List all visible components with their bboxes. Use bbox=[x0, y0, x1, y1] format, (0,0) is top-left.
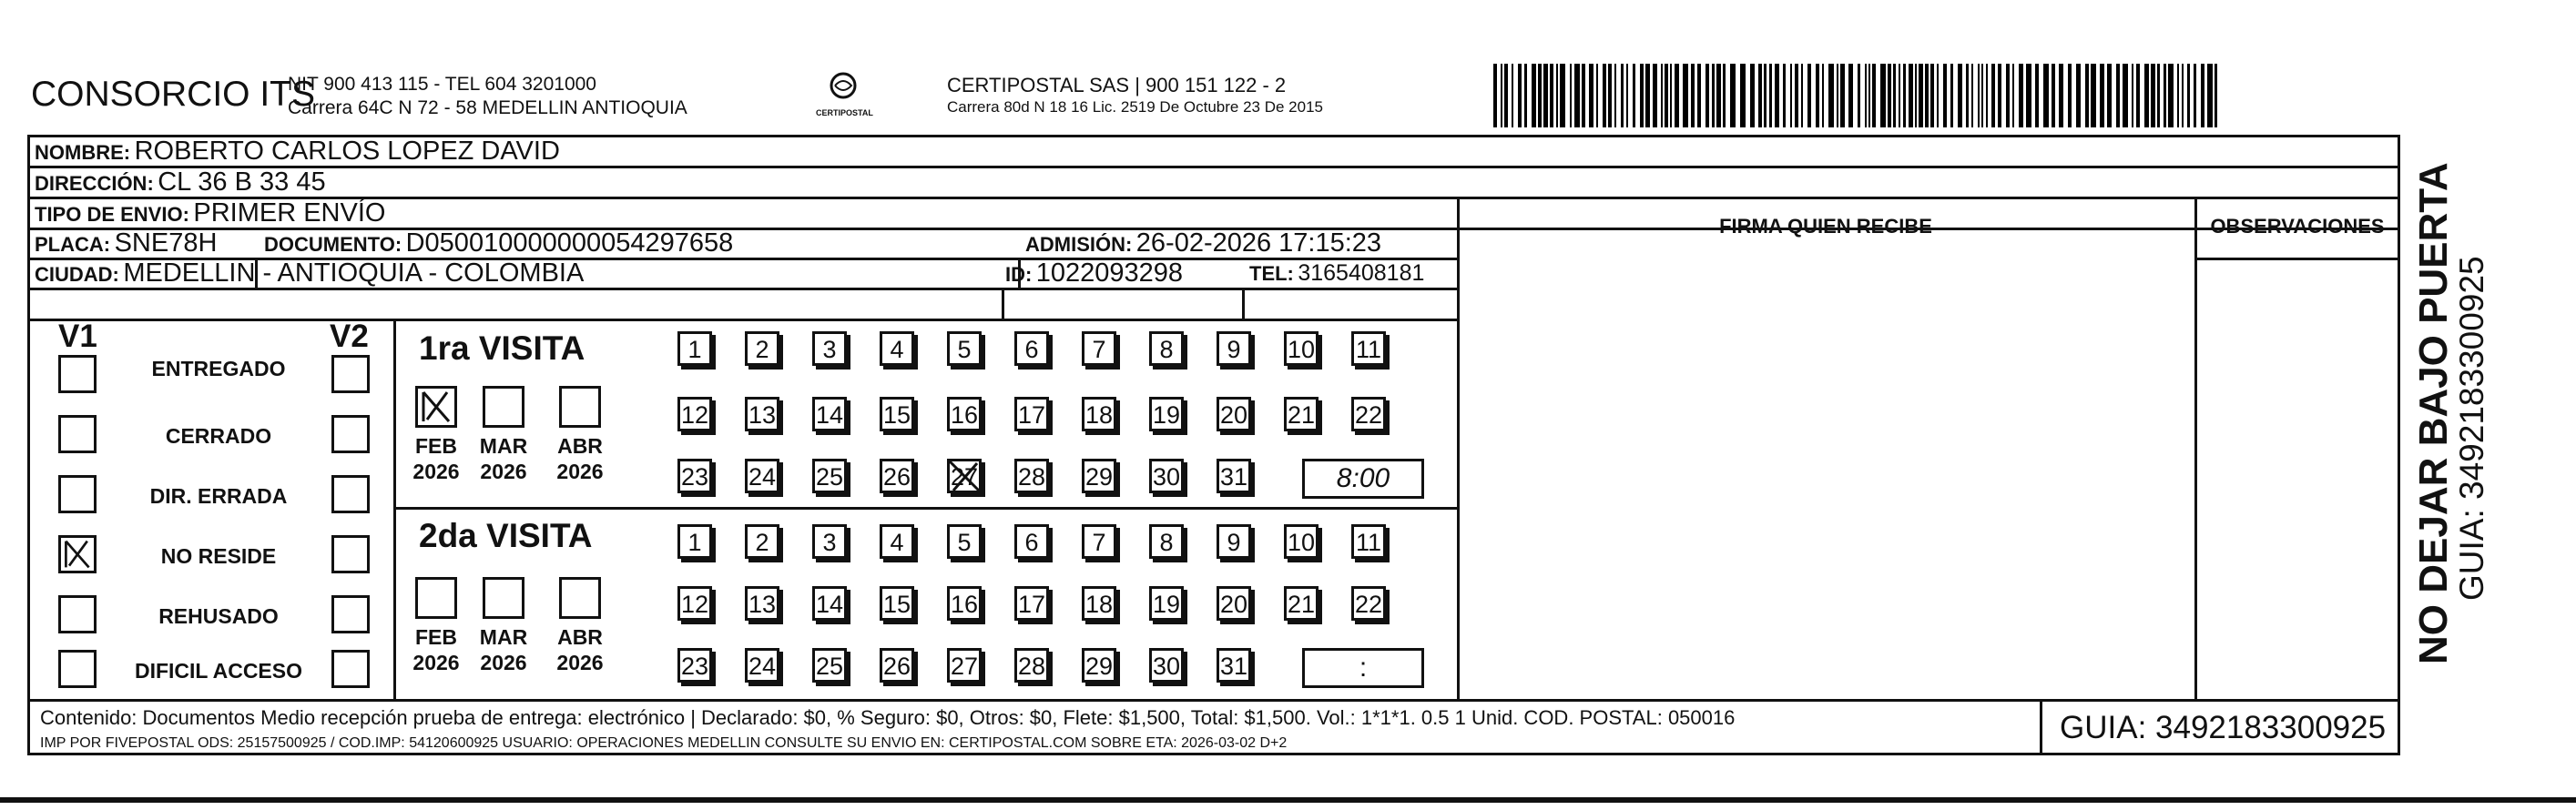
second-visit-month-abr bbox=[554, 624, 606, 675]
first-visit-month-checkbox-abr[interactable] bbox=[559, 386, 601, 428]
first-visit-time-box[interactable]: 8:00 bbox=[1302, 459, 1424, 499]
status-label-cerrado: CERRADO bbox=[165, 424, 272, 448]
second-visit-month-checkbox-abr[interactable] bbox=[559, 577, 601, 619]
first-visit-day-14[interactable]: 14 bbox=[812, 397, 847, 431]
barcode-bar bbox=[2151, 64, 2155, 127]
barcode-bar bbox=[1683, 64, 1688, 127]
footer-print-info: IMP POR FIVEPOSTAL ODS: 25157500925 / COD.IMP: 54120600925 USUARIO: OPERACIONES MEDELLIN CONSULTE SU ENVIO EN: CERTIPOSTAL.COM SOBRE ETA: 2026-03-02 D+2 bbox=[40, 735, 1288, 751]
v1-checkbox-rehusado[interactable] bbox=[58, 595, 97, 633]
second-visit-day-23[interactable]: 23 bbox=[677, 648, 712, 683]
v2-checkbox-no-reside[interactable] bbox=[331, 535, 370, 573]
second-visit-day-11[interactable]: 11 bbox=[1351, 524, 1386, 559]
barcode-bar bbox=[1582, 64, 1585, 127]
second-visit-day-31[interactable]: 31 bbox=[1217, 648, 1251, 683]
barcode-bar bbox=[1937, 64, 1939, 127]
second-visit-day-2[interactable]: 2 bbox=[745, 524, 779, 559]
barcode-bar bbox=[2091, 64, 2096, 127]
v2-checkbox-dir-errada[interactable] bbox=[331, 475, 370, 513]
barcode-bar bbox=[1966, 64, 1969, 127]
v1-checkbox-dir-errada[interactable] bbox=[58, 475, 97, 513]
barcode-bar bbox=[1570, 64, 1572, 127]
barcode-bar bbox=[2187, 64, 2190, 127]
handwritten-x-mark-icon bbox=[418, 389, 454, 425]
barcode-bar bbox=[1888, 64, 1891, 127]
barcode-bar bbox=[2123, 64, 2128, 127]
barcode-bar bbox=[1665, 64, 1668, 127]
first-visit-month-checkbox-feb[interactable] bbox=[415, 386, 457, 428]
barcode-bar bbox=[1950, 64, 1953, 127]
first-visit-day-31[interactable]: 31 bbox=[1217, 459, 1251, 493]
barcode-bar bbox=[1705, 64, 1709, 127]
status-label-dificil-acceso: DIFICIL ACCESO bbox=[134, 659, 302, 683]
first-visit-title: 1ra VISITA bbox=[419, 329, 585, 367]
v1-checkbox-entregado[interactable] bbox=[58, 355, 97, 393]
first-visit-day-11[interactable]: 11 bbox=[1351, 331, 1386, 366]
barcode-bar bbox=[2068, 64, 2072, 127]
barcode-bar bbox=[1550, 64, 1553, 127]
logo-text: CERTIPOSTAL bbox=[816, 108, 873, 117]
barcode-bar bbox=[1645, 64, 1650, 127]
company-info bbox=[288, 73, 687, 120]
barcode-bar bbox=[1795, 64, 1798, 127]
side-guia: GUIA: 3492183300925 bbox=[2453, 256, 2490, 601]
admision-row bbox=[1025, 228, 1381, 258]
company-nit: NIT 900 413 115 - TEL 604 3201000 bbox=[288, 74, 596, 95]
barcode-bar bbox=[1697, 64, 1701, 127]
barcode-bar bbox=[1750, 64, 1755, 127]
first-visit-day-4[interactable]: 4 bbox=[880, 331, 914, 366]
second-visit-day-16[interactable]: 16 bbox=[947, 586, 982, 621]
barcode-bar bbox=[1524, 64, 1527, 127]
first-visit-day-15[interactable]: 15 bbox=[880, 397, 914, 431]
second-visit-month-label: MAR bbox=[479, 625, 528, 649]
barcode-bar bbox=[1675, 64, 1679, 127]
second-visit-day-10[interactable]: 10 bbox=[1284, 524, 1319, 559]
barcode-bar bbox=[1633, 64, 1635, 127]
first-visit-year-label: 2026 bbox=[480, 460, 527, 483]
barcode-bar bbox=[1740, 64, 1746, 127]
first-visit-day-28[interactable]: 28 bbox=[1014, 459, 1049, 493]
direccion-value: CL 36 B 33 45 bbox=[158, 167, 326, 197]
tel-row bbox=[1249, 260, 1424, 287]
first-visit-day-13[interactable]: 13 bbox=[745, 397, 779, 431]
admision-value: 26-02-2026 17:15:23 bbox=[1135, 228, 1382, 258]
admision-label: ADMISIÓN: bbox=[1025, 233, 1133, 256]
barcode-bar bbox=[1978, 64, 1980, 127]
barcode-bar bbox=[1758, 64, 1762, 127]
barcode-bar bbox=[2164, 64, 2166, 127]
barcode-bar bbox=[2194, 64, 2196, 127]
second-visit-month-mar bbox=[477, 624, 530, 675]
second-visit-month-label: ABR bbox=[557, 625, 603, 649]
barcode-bar bbox=[2207, 64, 2213, 127]
direccion-row bbox=[35, 167, 326, 197]
barcode-bar bbox=[1991, 64, 1995, 127]
carrier-info bbox=[947, 73, 1323, 117]
barcode-bar bbox=[1691, 64, 1695, 127]
barcode-bar bbox=[1532, 64, 1536, 127]
barcode-bar bbox=[1764, 64, 1767, 127]
first-visit-day-23[interactable]: 23 bbox=[677, 459, 712, 493]
barcode-bar bbox=[2157, 64, 2160, 127]
tel-label: TEL: bbox=[1249, 262, 1294, 285]
ciudad-label: CIUDAD: bbox=[35, 263, 119, 286]
barcode-bar bbox=[1930, 64, 1934, 127]
second-visit-day-19[interactable]: 19 bbox=[1149, 586, 1184, 621]
barcode-bar bbox=[1518, 64, 1522, 127]
barcode-bar bbox=[2076, 64, 2081, 127]
second-visit-year-label: 2026 bbox=[480, 651, 527, 674]
barcode-bar bbox=[2059, 64, 2063, 127]
company-address: Carrera 64C N 72 - 58 MEDELLIN ANTIOQUIA bbox=[288, 97, 687, 118]
nombre-row bbox=[35, 137, 560, 167]
barcode-bar bbox=[1670, 64, 1672, 127]
barcode-bar bbox=[1801, 64, 1803, 127]
carrier-name: CERTIPOSTAL SAS | 900 151 122 - 2 bbox=[947, 74, 1287, 96]
first-visit-year-label: 2026 bbox=[556, 460, 604, 483]
tipo-row bbox=[35, 198, 385, 228]
barcode-bar bbox=[1653, 64, 1657, 127]
barcode-bar bbox=[1501, 64, 1502, 127]
second-visit-month-checkbox-feb[interactable] bbox=[415, 577, 457, 619]
barcode-bar bbox=[1790, 64, 1792, 127]
first-visit-day-17[interactable]: 17 bbox=[1014, 397, 1049, 431]
barcode-bar bbox=[1661, 64, 1663, 127]
footer-guia: GUIA: 3492183300925 bbox=[2060, 710, 2387, 745]
second-visit-day-6[interactable]: 6 bbox=[1014, 524, 1049, 559]
first-visit-day-9[interactable]: 9 bbox=[1217, 331, 1251, 366]
footer-content: Contenido: Documentos Medio recepción prueba de entrega: electrónico | Declarado: $0, % Seguro: $0, Otros: $0, Flete: $1,500, Total: $1,500. Vol.: 1*1*1. 0.5 1 Unid. COD. POSTAL: 050016 bbox=[40, 706, 1736, 729]
v1-checkbox-no-reside[interactable] bbox=[58, 535, 97, 573]
observaciones-header: OBSERVACIONES bbox=[2210, 215, 2385, 238]
second-visit-day-27[interactable]: 27 bbox=[947, 648, 982, 683]
barcode-bar bbox=[1893, 64, 1896, 127]
first-visit-day-25[interactable]: 25 bbox=[812, 459, 847, 493]
barcode-bar bbox=[1840, 64, 1845, 127]
barcode-bar bbox=[1769, 64, 1772, 127]
first-visit-day-27[interactable]: 27 bbox=[947, 459, 982, 493]
second-visit-time-box[interactable]: : bbox=[1302, 648, 1424, 688]
barcode-bar bbox=[2107, 64, 2112, 127]
second-visit-year-label: 2026 bbox=[412, 651, 460, 674]
second-visit-day-30[interactable]: 30 bbox=[1149, 648, 1184, 683]
barcode-bar bbox=[2035, 64, 2039, 127]
certipostal-logo bbox=[816, 71, 871, 117]
barcode-bar bbox=[1730, 64, 1736, 127]
barcode-bar bbox=[2182, 64, 2184, 127]
barcode-bar bbox=[2201, 64, 2204, 127]
barcode-bar bbox=[1828, 64, 1834, 127]
second-visit-day-28[interactable]: 28 bbox=[1014, 648, 1049, 683]
first-visit-day-21[interactable]: 21 bbox=[1284, 397, 1319, 431]
barcode-bar bbox=[1556, 64, 1558, 127]
second-visit-day-26[interactable]: 26 bbox=[880, 648, 914, 683]
v1-checkbox-dificil-acceso[interactable] bbox=[58, 650, 97, 688]
barcode-bar bbox=[1493, 64, 1497, 127]
second-visit-day-25[interactable]: 25 bbox=[812, 648, 847, 683]
firma-header: FIRMA QUIEN RECIBE bbox=[1719, 215, 1932, 238]
barcode-bar bbox=[1865, 64, 1867, 127]
barcode-bar bbox=[1915, 64, 1917, 127]
first-visit-day-3[interactable]: 3 bbox=[812, 331, 847, 366]
second-visit-day-14[interactable]: 14 bbox=[812, 586, 847, 621]
second-visit-day-5[interactable]: 5 bbox=[947, 524, 982, 559]
first-visit-day-19[interactable]: 19 bbox=[1149, 397, 1184, 431]
nombre-label: NOMBRE: bbox=[35, 141, 131, 164]
second-visit-day-7[interactable]: 7 bbox=[1082, 524, 1116, 559]
barcode-bar bbox=[2215, 64, 2217, 127]
barcode-bar bbox=[1716, 64, 1721, 127]
barcode-bar bbox=[1807, 64, 1811, 127]
barcode-bar bbox=[2006, 64, 2010, 127]
first-visit-day-20[interactable]: 20 bbox=[1217, 397, 1251, 431]
second-visit-day-8[interactable]: 8 bbox=[1149, 524, 1184, 559]
second-visit-month-feb bbox=[410, 624, 463, 675]
no-dejar-warning: NO DEJAR BAJO PUERTA bbox=[2411, 162, 2456, 664]
second-visit-day-17[interactable]: 17 bbox=[1014, 586, 1049, 621]
barcode-bar bbox=[1712, 64, 1715, 127]
first-visit-month-label: FEB bbox=[415, 434, 457, 458]
v1-header: V1 bbox=[58, 319, 97, 354]
second-visit-title: 2da VISITA bbox=[419, 517, 593, 554]
barcode-bar bbox=[2132, 64, 2133, 127]
handwritten-x-mark-icon bbox=[946, 458, 983, 494]
barcode-bar bbox=[2136, 64, 2140, 127]
first-visit-day-1[interactable]: 1 bbox=[677, 331, 712, 366]
barcode-bar bbox=[1560, 64, 1565, 127]
barcode-bar bbox=[1504, 64, 1508, 127]
barcode-bar bbox=[1899, 64, 1900, 127]
barcode-bar bbox=[1958, 64, 1962, 127]
barcode-bar bbox=[1596, 64, 1598, 127]
second-visit-day-21[interactable]: 21 bbox=[1284, 586, 1319, 621]
barcode-bar bbox=[1603, 64, 1606, 127]
first-visit-month-label: ABR bbox=[557, 434, 603, 458]
barcode-bar bbox=[1775, 64, 1779, 127]
barcode-bar bbox=[1943, 64, 1947, 127]
id-value: 1022093298 bbox=[1035, 258, 1184, 288]
bottom-rule bbox=[0, 797, 2576, 803]
barcode-bar bbox=[1538, 64, 1542, 127]
barcode-bar bbox=[1986, 64, 1988, 127]
direccion-label: DIRECCIÓN: bbox=[35, 172, 154, 195]
second-visit-month-checkbox-mar[interactable] bbox=[483, 577, 524, 619]
barcode-bar bbox=[2085, 64, 2089, 127]
first-visit-day-10[interactable]: 10 bbox=[1284, 331, 1319, 366]
barcode-bar bbox=[1909, 64, 1913, 127]
barcode-bar bbox=[1837, 64, 1838, 127]
second-visit-day-22[interactable]: 22 bbox=[1351, 586, 1386, 621]
first-visit-month-label: MAR bbox=[479, 434, 528, 458]
status-label-no-reside: NO RESIDE bbox=[160, 544, 277, 568]
barcode-bar bbox=[2052, 64, 2055, 127]
barcode-bar bbox=[1640, 64, 1644, 127]
ciudad-value: MEDELLIN - ANTIOQUIA - COLOMBIA bbox=[123, 258, 585, 288]
first-visit-day-7[interactable]: 7 bbox=[1082, 331, 1116, 366]
first-visit-month-feb bbox=[410, 433, 463, 484]
placa-row bbox=[35, 228, 217, 258]
barcode-bar bbox=[2026, 64, 2031, 127]
first-visit-day-30[interactable]: 30 bbox=[1149, 459, 1184, 493]
first-visit-day-16[interactable]: 16 bbox=[947, 397, 982, 431]
first-visit-day-12[interactable]: 12 bbox=[677, 397, 712, 431]
barcode-bar bbox=[2019, 64, 2023, 127]
documento-row bbox=[264, 228, 733, 258]
barcode-bar bbox=[1512, 64, 1513, 127]
placa-label: PLACA: bbox=[35, 233, 111, 256]
handwritten-x-mark-icon bbox=[61, 538, 94, 571]
ciudad-row bbox=[35, 258, 584, 289]
barcode-bar bbox=[1858, 64, 1860, 127]
first-visit-day-24[interactable]: 24 bbox=[745, 459, 779, 493]
second-visit-day-1[interactable]: 1 bbox=[677, 524, 712, 559]
status-label-dir-errada: DIR. ERRADA bbox=[149, 484, 288, 508]
status-label-entregado: ENTREGADO bbox=[151, 357, 286, 380]
first-visit-year-label: 2026 bbox=[412, 460, 460, 483]
barcode-bar bbox=[2177, 64, 2179, 127]
barcode-bar bbox=[1608, 64, 1612, 127]
v2-checkbox-rehusado[interactable] bbox=[331, 595, 370, 633]
barcode-bar bbox=[1621, 64, 1624, 127]
barcode-bar bbox=[1868, 64, 1870, 127]
second-visit-day-9[interactable]: 9 bbox=[1217, 524, 1251, 559]
first-visit-day-2[interactable]: 2 bbox=[745, 331, 779, 366]
v2-checkbox-entregado[interactable] bbox=[331, 355, 370, 393]
first-visit-day-29[interactable]: 29 bbox=[1082, 459, 1116, 493]
barcode-bar bbox=[1998, 64, 2001, 127]
v2-header: V2 bbox=[330, 319, 369, 354]
second-visit-day-18[interactable]: 18 bbox=[1082, 586, 1116, 621]
barcode-bar bbox=[2144, 64, 2149, 127]
tipo-label: TIPO DE ENVIO: bbox=[35, 203, 189, 226]
barcode-bar bbox=[1848, 64, 1853, 127]
documento-label: DOCUMENTO: bbox=[264, 233, 402, 256]
barcode-bar bbox=[1589, 64, 1593, 127]
barcode-bar bbox=[1816, 64, 1819, 127]
barcode-bar bbox=[1626, 64, 1628, 127]
second-visit-month-label: FEB bbox=[415, 625, 457, 649]
first-visit-month-mar bbox=[477, 433, 530, 484]
second-visit-day-24[interactable]: 24 bbox=[745, 648, 779, 683]
second-visit-day-3[interactable]: 3 bbox=[812, 524, 847, 559]
tipo-value: PRIMER ENVÍO bbox=[193, 198, 386, 228]
barcode-bar bbox=[1822, 64, 1824, 127]
second-visit-day-20[interactable]: 20 bbox=[1217, 586, 1251, 621]
barcode-bar bbox=[1723, 64, 1726, 127]
nombre-value: ROBERTO CARLOS LOPEZ DAVID bbox=[134, 137, 560, 166]
barcode-bar bbox=[1783, 64, 1786, 127]
id-row bbox=[1005, 258, 1183, 289]
barcode-bar bbox=[2116, 64, 2120, 127]
barcode-bar bbox=[2168, 64, 2174, 127]
barcode-bar bbox=[1919, 64, 1923, 127]
carrier-address: Carrera 80d N 18 16 Lic. 2519 De Octubre 23 De 2015 bbox=[947, 98, 1323, 116]
barcode-bar bbox=[1903, 64, 1906, 127]
second-visit-day-15[interactable]: 15 bbox=[880, 586, 914, 621]
barcode-bar bbox=[2043, 64, 2049, 127]
first-visit-month-checkbox-mar[interactable] bbox=[483, 386, 524, 428]
first-visit-day-8[interactable]: 8 bbox=[1149, 331, 1184, 366]
second-visit-day-4[interactable]: 4 bbox=[880, 524, 914, 559]
first-visit-month-abr bbox=[554, 433, 606, 484]
barcode-bar bbox=[1574, 64, 1580, 127]
barcode-bar bbox=[1543, 64, 1548, 127]
first-visit-day-6[interactable]: 6 bbox=[1014, 331, 1049, 366]
second-visit-day-12[interactable]: 12 bbox=[677, 586, 712, 621]
first-visit-day-5[interactable]: 5 bbox=[947, 331, 982, 366]
placa-value: SNE78H bbox=[114, 228, 218, 258]
first-visit-day-18[interactable]: 18 bbox=[1082, 397, 1116, 431]
company-name: CONSORCIO ITS bbox=[31, 75, 316, 114]
barcode-bar bbox=[1925, 64, 1929, 127]
barcode-bar bbox=[1981, 64, 1983, 127]
tel-value: 3165408181 bbox=[1298, 260, 1425, 286]
barcode-bar bbox=[2012, 64, 2014, 127]
barcode-bar bbox=[1614, 64, 1616, 127]
barcode-bar bbox=[1971, 64, 1973, 127]
id-label: ID: bbox=[1005, 263, 1033, 286]
first-visit-day-26[interactable]: 26 bbox=[880, 459, 914, 493]
second-visit-day-29[interactable]: 29 bbox=[1082, 648, 1116, 683]
barcode-bar bbox=[2100, 64, 2104, 127]
first-visit-day-22[interactable]: 22 bbox=[1351, 397, 1386, 431]
documento-value: D050010000000054297658 bbox=[405, 228, 734, 258]
v2-checkbox-dificil-acceso[interactable] bbox=[331, 650, 370, 688]
v2-checkbox-cerrado[interactable] bbox=[331, 415, 370, 453]
second-visit-year-label: 2026 bbox=[556, 651, 604, 674]
barcode-bar bbox=[1880, 64, 1886, 127]
second-visit-day-13[interactable]: 13 bbox=[745, 586, 779, 621]
v1-checkbox-cerrado[interactable] bbox=[58, 415, 97, 453]
status-label-rehusado: REHUSADO bbox=[158, 604, 279, 628]
barcode-bar bbox=[1872, 64, 1876, 127]
